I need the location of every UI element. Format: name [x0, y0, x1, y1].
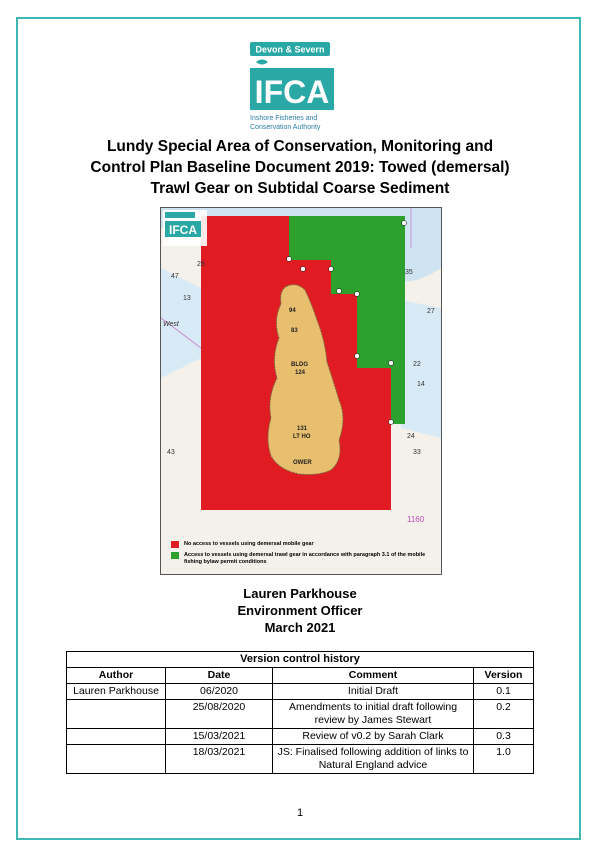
table-row	[67, 684, 534, 700]
svg-text:47: 47	[171, 273, 179, 280]
cell-comment: Amendments to initial draft following review by James Stewart	[273, 700, 474, 729]
author-role: Environment Officer	[237, 603, 363, 618]
table-row	[67, 700, 534, 729]
title-line-2: Control Plan Baseline Document 2019: Towed (demersal)	[90, 159, 510, 176]
cell-author	[67, 745, 166, 774]
page-number: 1	[296, 807, 304, 819]
table-caption: Version control history	[67, 652, 534, 668]
svg-text:Inshore Fisheries and: Inshore Fisheries and	[250, 115, 318, 122]
svg-text:35: 35	[405, 269, 413, 276]
legend-swatch-green	[171, 552, 179, 559]
cell-author: Lauren Parkhouse	[67, 684, 166, 700]
svg-text:14: 14	[417, 381, 425, 388]
cell-date: 15/03/2021	[166, 729, 273, 745]
ifca-logo	[246, 40, 354, 138]
table-header-row	[67, 668, 534, 684]
header-version: Version	[474, 668, 534, 684]
svg-text:LT HO: LT HO	[293, 434, 311, 440]
svg-text:43: 43	[167, 449, 175, 456]
cell-comment: JS: Finalised following addition of links to Natural England advice	[273, 745, 474, 774]
header-author: Author	[67, 668, 166, 684]
svg-text:Devon & Severn: Devon & Severn	[255, 44, 325, 55]
legend-swatch-red	[171, 541, 179, 548]
cell-comment: Initial Draft	[273, 684, 474, 700]
title-line-3: Trawl Gear on Subtidal Coarse Sediment	[150, 180, 450, 197]
cell-comment: Review of v0.2 by Sarah Clark	[273, 729, 474, 745]
cell-version: 0.2	[474, 700, 534, 729]
svg-text:24: 24	[407, 433, 415, 440]
svg-text:Conservation Authority: Conservation Authority	[250, 124, 321, 131]
svg-text:BLDG: BLDG	[291, 362, 308, 368]
svg-text:27: 27	[427, 308, 435, 315]
svg-text:22: 22	[413, 361, 421, 368]
svg-text:IFCA: IFCA	[169, 223, 197, 237]
map-legend	[171, 541, 433, 570]
svg-text:83: 83	[291, 328, 298, 334]
svg-text:124: 124	[295, 370, 306, 376]
table-row	[67, 729, 534, 745]
svg-text:131: 131	[297, 426, 308, 432]
svg-text:33: 33	[413, 449, 421, 456]
title-line-1: Lundy Special Area of Conservation, Monitoring and	[106, 138, 494, 155]
cell-author	[67, 729, 166, 745]
document-title	[40, 136, 560, 199]
svg-text:94: 94	[289, 308, 296, 314]
author-name: Lauren Parkhouse	[243, 586, 357, 601]
cell-version: 0.1	[474, 684, 534, 700]
version-control-table	[66, 651, 534, 774]
header-date: Date	[166, 668, 273, 684]
lundy-map	[160, 207, 442, 575]
svg-text:IFCA: IFCA	[254, 74, 330, 110]
map-graphic	[161, 208, 441, 574]
legend-item-access: Access to vessels using demersal trawl gear in accordance with paragraph 3.1 of the mobile fishing bylaw permit conditions	[171, 552, 433, 566]
cell-date: 25/08/2020	[166, 700, 273, 729]
svg-text:OWER: OWER	[293, 460, 312, 466]
document-date: March 2021	[264, 620, 336, 635]
cell-date: 18/03/2021	[166, 745, 273, 774]
svg-text:West: West	[163, 321, 179, 328]
svg-text:28: 28	[197, 261, 205, 268]
cell-author	[67, 700, 166, 729]
table-row	[67, 745, 534, 774]
author-block	[150, 585, 450, 636]
svg-text:1160: 1160	[407, 515, 425, 524]
cell-date: 06/2020	[166, 684, 273, 700]
cell-version: 0.3	[474, 729, 534, 745]
header-comment: Comment	[273, 668, 474, 684]
svg-text:13: 13	[183, 295, 191, 302]
legend-item-no-access: No access to vessels using demersal mobile gear	[171, 541, 433, 548]
cell-version: 1.0	[474, 745, 534, 774]
